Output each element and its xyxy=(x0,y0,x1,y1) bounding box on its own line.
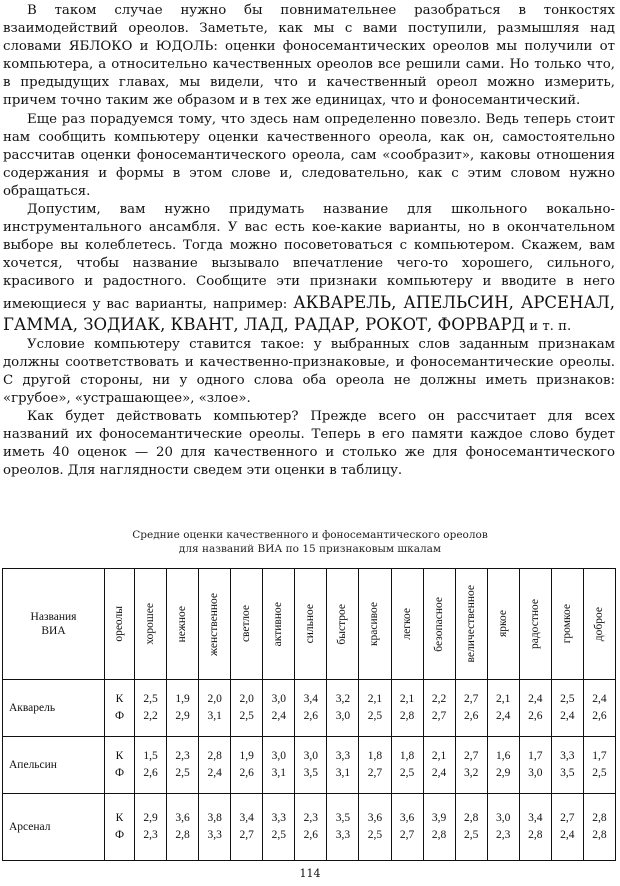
value-cell xyxy=(295,794,327,861)
value-cell xyxy=(199,737,231,794)
scale-header-text: хорошее xyxy=(144,603,157,645)
paragraph-text: Допустим, вам нужно придумать название для школьного вокально-инструментального ансамбля. У вас есть кое-какие варианты, но в окончательном выборе вы колеблетесь. Тогда можно посоветоваться с компьютером. Скажем, вам хочется, чтобы название вызывало впечатление чего-то хорошего, сильного, красивого и радостного. Сообщите эти признаки компьютеру и вводите в него имеющиеся у вас варианты, например: xyxy=(3,202,615,312)
k-value: 2,0 xyxy=(239,693,254,705)
f-value: 3,1 xyxy=(207,710,222,722)
k-value: 2,9 xyxy=(143,812,158,824)
k-value: 1,5 xyxy=(143,750,158,762)
value-cell xyxy=(263,737,295,794)
table-row xyxy=(3,737,616,794)
scale-column-header xyxy=(167,569,199,680)
k-value: 3,6 xyxy=(175,812,190,824)
k-value: 3,6 xyxy=(399,812,415,824)
halo-f: Ф xyxy=(114,829,125,841)
name-header-line2: ВИА xyxy=(41,625,66,637)
halo-k: К xyxy=(115,812,124,824)
k-value: 1,9 xyxy=(239,750,254,762)
value-cell xyxy=(231,680,263,737)
value-cell xyxy=(519,794,551,861)
value-cell xyxy=(519,680,551,737)
f-value: 3,2 xyxy=(463,767,479,779)
k-value: 2,8 xyxy=(463,812,479,824)
f-value: 2,5 xyxy=(367,710,383,722)
k-value: 3,0 xyxy=(496,812,511,824)
k-value: 2,5 xyxy=(560,693,575,705)
k-value: 1,9 xyxy=(175,693,190,705)
scale-header-text: яркое xyxy=(496,610,509,638)
halo-k: К xyxy=(115,693,124,705)
k-value: 2,0 xyxy=(207,693,222,705)
k-value: 3,3 xyxy=(271,812,286,824)
k-value: 2,1 xyxy=(431,750,447,762)
f-value: 2,7 xyxy=(399,829,415,841)
k-value: 3,4 xyxy=(239,812,254,824)
k-value: 2,1 xyxy=(496,693,511,705)
f-value: 3,0 xyxy=(335,710,351,722)
f-value: 2,4 xyxy=(271,710,286,722)
value-cell xyxy=(455,794,487,861)
value-cell xyxy=(423,680,455,737)
value-cell xyxy=(327,680,359,737)
halo-type-cell xyxy=(105,737,135,794)
f-value: 3,0 xyxy=(528,767,543,779)
page-number: 114 xyxy=(299,867,321,880)
scale-header-text: громкое xyxy=(560,604,573,644)
k-value: 3,4 xyxy=(303,693,319,705)
value-cell xyxy=(455,680,487,737)
f-value: 2,4 xyxy=(207,767,222,779)
value-cell xyxy=(359,794,391,861)
halo-f: Ф xyxy=(114,710,125,722)
value-cell xyxy=(551,794,583,861)
scale-column-header xyxy=(583,569,615,680)
scale-header-text: женственное xyxy=(208,592,221,656)
value-cell xyxy=(263,794,295,861)
f-value: 2,9 xyxy=(175,710,190,722)
scale-header-text: безопасное xyxy=(432,596,445,652)
name-column-header xyxy=(3,569,105,680)
value-cell xyxy=(135,680,167,737)
scale-column-header xyxy=(519,569,551,680)
table-caption-subtitle: для названий ВИА по 15 признаковым шкалам xyxy=(178,543,442,555)
k-value: 3,0 xyxy=(271,750,286,762)
f-value: 2,4 xyxy=(560,710,575,722)
value-cell xyxy=(263,680,295,737)
k-value: 1,8 xyxy=(367,750,383,762)
halo-column-header xyxy=(105,569,135,680)
table-caption: Средние оценки качественного и фоносемантического ореолов xyxy=(132,529,488,541)
f-value: 2,5 xyxy=(271,829,286,841)
f-value: 3,1 xyxy=(271,767,286,779)
scale-column-header xyxy=(391,569,423,680)
f-value: 2,7 xyxy=(367,767,383,779)
f-value: 2,6 xyxy=(239,767,254,779)
value-cell xyxy=(391,794,423,861)
f-value: 2,5 xyxy=(399,767,415,779)
k-value: 2,7 xyxy=(463,750,479,762)
halo-f: Ф xyxy=(114,767,125,779)
paragraph xyxy=(3,201,615,336)
f-value: 2,3 xyxy=(143,829,158,841)
value-cell xyxy=(551,737,583,794)
k-value: 2,4 xyxy=(592,693,607,705)
k-value: 3,0 xyxy=(271,693,286,705)
k-value: 2,8 xyxy=(207,750,222,762)
k-value: 1,6 xyxy=(496,750,511,762)
value-cell xyxy=(487,680,519,737)
k-value: 2,5 xyxy=(143,693,158,705)
k-value: 1,7 xyxy=(592,750,607,762)
f-value: 2,4 xyxy=(431,767,447,779)
value-cell xyxy=(295,680,327,737)
value-cell xyxy=(487,794,519,861)
value-cell xyxy=(231,794,263,861)
f-value: 2,4 xyxy=(560,829,575,841)
scale-column-header xyxy=(551,569,583,680)
value-cell xyxy=(551,680,583,737)
scale-column-header xyxy=(263,569,295,680)
value-cell xyxy=(327,737,359,794)
k-value: 1,8 xyxy=(399,750,415,762)
scale-header-text: величественное xyxy=(464,585,477,663)
f-value: 2,7 xyxy=(239,829,254,841)
scale-column-header xyxy=(231,569,263,680)
value-cell xyxy=(519,737,551,794)
halo-k: К xyxy=(115,750,124,762)
f-value: 2,8 xyxy=(528,829,543,841)
value-cell xyxy=(199,794,231,861)
f-value: 2,6 xyxy=(303,829,319,841)
table-body xyxy=(3,680,616,861)
k-value: 2,1 xyxy=(367,693,383,705)
f-value: 2,3 xyxy=(496,829,511,841)
k-value: 2,4 xyxy=(528,693,543,705)
value-cell xyxy=(583,794,615,861)
table-row xyxy=(3,680,616,737)
f-value: 2,5 xyxy=(463,829,479,841)
k-value: 2,1 xyxy=(399,693,415,705)
scale-header-text: легкое xyxy=(400,608,413,640)
body-text xyxy=(3,2,615,480)
scale-column-header xyxy=(487,569,519,680)
paragraph: Как будет действовать компьютер? Прежде всего он рассчитает для всех названий их фоносемантические ореолы. Теперь в его памяти каждое слово будет иметь 40 оценок — 20 для качественного и столько же для фоносемантического ореолов. Для наглядности сведем эти оценки в таблицу. xyxy=(3,409,615,479)
f-value: 2,5 xyxy=(367,829,383,841)
value-cell xyxy=(135,737,167,794)
value-cell xyxy=(167,737,199,794)
value-cell xyxy=(167,794,199,861)
value-cell xyxy=(423,737,455,794)
k-value: 3,6 xyxy=(367,812,383,824)
f-value: 2,6 xyxy=(303,710,319,722)
f-value: 2,7 xyxy=(431,710,447,722)
value-cell xyxy=(583,680,615,737)
f-value: 3,1 xyxy=(335,767,351,779)
f-value: 2,6 xyxy=(592,710,607,722)
f-value: 2,8 xyxy=(431,829,447,841)
k-value: 3,9 xyxy=(431,812,447,824)
scale-header-text: активное xyxy=(272,601,285,647)
value-cell xyxy=(391,737,423,794)
scale-header-text: сильное xyxy=(304,604,317,644)
row-name: Арсенал xyxy=(3,794,105,861)
f-value: 2,6 xyxy=(143,767,158,779)
value-cell xyxy=(327,794,359,861)
k-value: 3,8 xyxy=(207,812,222,824)
f-value: 2,2 xyxy=(143,710,158,722)
scale-column-header xyxy=(455,569,487,680)
value-cell xyxy=(455,737,487,794)
scale-column-header xyxy=(135,569,167,680)
f-value: 2,4 xyxy=(496,710,511,722)
k-value: 3,4 xyxy=(528,812,543,824)
halo-table xyxy=(2,568,616,861)
f-value: 2,5 xyxy=(592,767,607,779)
paragraph: В таком случае нужно бы повнимательнее разобраться в тонкостях взаимодействий ореолов. Заметьте, как мы с вами поступили, размышляя над словами ЯБЛОКО и ЮДОЛЬ: оценки фоносемантических ореолов мы получили от компьютера, а относительно качественных ореолов все решили сами. Но только что, в предыдущих главах, мы видели, что и качественный ореол можно измерить, причем точно таким же образом и в тех же единицах, что и фоносемантический. xyxy=(3,3,615,109)
k-value: 2,8 xyxy=(592,812,607,824)
name-examples: АКВАРЕЛЬ, АПЕЛЬСИН, АРСЕНАЛ, ГАММА, ЗОДИАК, КВАНТ, ЛАД, РАДАР, РОКОТ, ФОРВАРД xyxy=(3,292,615,334)
halo-header-text: ореолы xyxy=(113,606,125,642)
value-cell xyxy=(359,680,391,737)
k-value: 3,0 xyxy=(303,750,319,762)
scale-header-text: быстрое xyxy=(336,603,349,645)
scale-header-text: светлое xyxy=(240,605,253,643)
f-value: 3,5 xyxy=(560,767,575,779)
scale-column-header xyxy=(359,569,391,680)
k-value: 3,5 xyxy=(335,812,351,824)
f-value: 2,8 xyxy=(175,829,190,841)
f-value: 3,3 xyxy=(335,829,351,841)
table-header-row xyxy=(3,569,616,680)
value-cell xyxy=(167,680,199,737)
table-row xyxy=(3,794,616,861)
f-value: 2,5 xyxy=(239,710,254,722)
value-cell xyxy=(199,680,231,737)
scale-column-header xyxy=(423,569,455,680)
k-value: 3,2 xyxy=(335,693,351,705)
value-cell xyxy=(391,680,423,737)
value-cell xyxy=(423,794,455,861)
paragraph: Условие компьютеру ставится такое: у выбранных слов заданным признакам должны соответствовать и качественно-признаковые, и фоносемантические ореолы. С другой стороны, ни у одного слова оба ореола не должны иметь признаков: «грубое», «устрашающее», «злое». xyxy=(3,336,615,406)
scale-column-header xyxy=(199,569,231,680)
halo-type-cell xyxy=(105,794,135,861)
f-value: 3,3 xyxy=(207,829,222,841)
paragraph: Еще раз порадуемся тому, что здесь нам определенно повезло. Ведь теперь стоит нам сообщить компьютеру оценки качественного ореола, как он, самостоятельно рассчитав оценки фоносемантического ореола, сам «сообразит», каковы отношения содержания и формы в этом слове и, следовательно, как с этим словом нужно обращаться. xyxy=(3,111,615,199)
row-name: Апельсин xyxy=(3,737,105,794)
f-value: 2,6 xyxy=(528,710,543,722)
value-cell xyxy=(135,794,167,861)
k-value: 2,3 xyxy=(175,750,190,762)
scale-header-text: нежное xyxy=(176,605,189,643)
f-value: 2,8 xyxy=(592,829,607,841)
f-value: 2,5 xyxy=(175,767,190,779)
k-value: 2,2 xyxy=(431,693,447,705)
value-cell xyxy=(583,737,615,794)
row-name: Акварель xyxy=(3,680,105,737)
k-value: 1,7 xyxy=(528,750,543,762)
k-value: 3,3 xyxy=(335,750,351,762)
value-cell xyxy=(359,737,391,794)
value-cell xyxy=(487,737,519,794)
scale-header-text: доброе xyxy=(592,606,605,642)
k-value: 3,3 xyxy=(560,750,575,762)
examples-tail: и т. п. xyxy=(529,318,572,334)
scale-column-header xyxy=(295,569,327,680)
k-value: 2,3 xyxy=(303,812,319,824)
halo-type-cell xyxy=(105,680,135,737)
f-value: 2,9 xyxy=(496,767,511,779)
scale-column-header xyxy=(327,569,359,680)
value-cell xyxy=(231,737,263,794)
scale-header-text: радостное xyxy=(528,598,541,650)
f-value: 2,6 xyxy=(463,710,479,722)
k-value: 2,7 xyxy=(463,693,479,705)
f-value: 3,5 xyxy=(303,767,319,779)
name-header-line1: Названия xyxy=(30,611,77,623)
f-value: 2,8 xyxy=(399,710,415,722)
k-value: 2,7 xyxy=(560,812,575,824)
scale-header-text: красивое xyxy=(368,601,381,647)
value-cell xyxy=(295,737,327,794)
